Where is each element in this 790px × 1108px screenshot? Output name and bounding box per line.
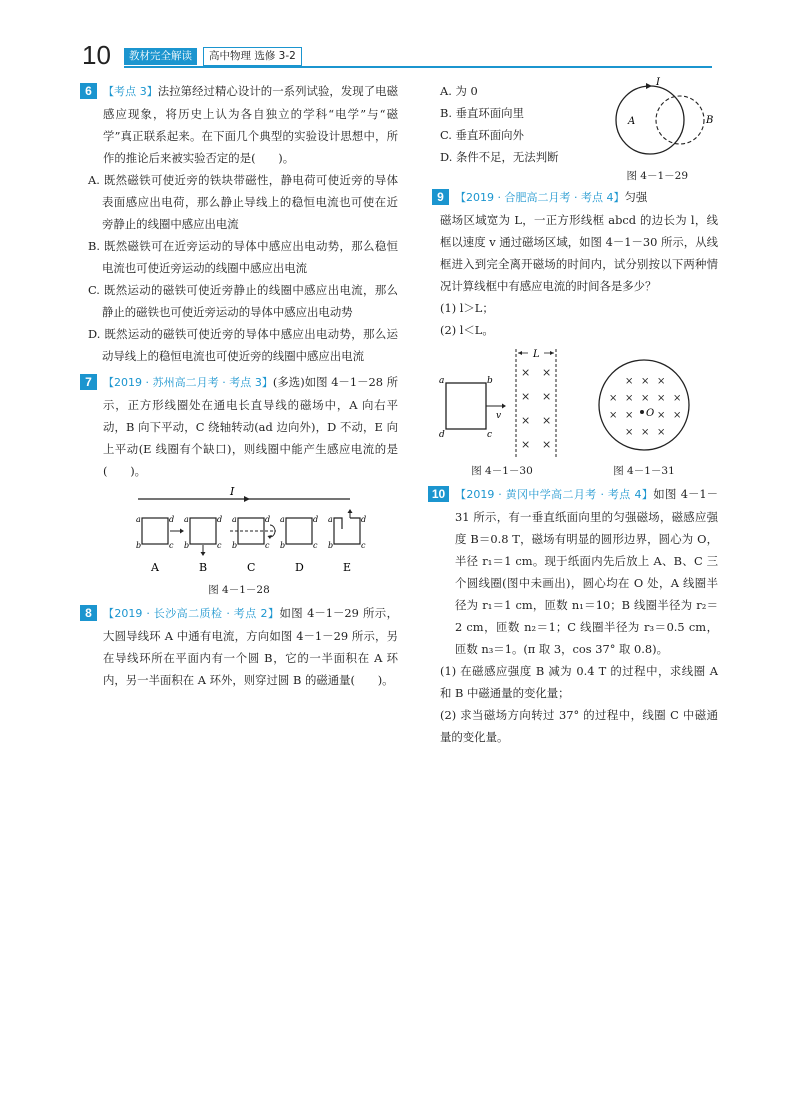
svg-text:×: × bbox=[673, 393, 682, 404]
svg-text:B: B bbox=[706, 115, 714, 126]
svg-text:×: × bbox=[657, 410, 666, 421]
question-stem: (多选)如图 4－1－28 所示，正方形线圈处在通电长直导线的磁场中，A 向右平动，B 向下平动，C 绕轴转动(ad 边向外)，D 不动，E 向上平动(E 线圈有个缺口)，则线圈中能产生感应电流的是( )。 bbox=[103, 375, 398, 478]
part-1: (1) l＞L； bbox=[440, 301, 494, 315]
svg-text:b: b bbox=[280, 541, 286, 550]
svg-text:d: d bbox=[169, 515, 175, 524]
field-crosses bbox=[521, 366, 551, 451]
svg-text:×: × bbox=[542, 390, 552, 403]
width-label: L bbox=[533, 349, 540, 360]
svg-text:c: c bbox=[361, 541, 366, 550]
svg-text:×: × bbox=[542, 414, 552, 427]
figure-caption: 图 4－1－31 bbox=[613, 465, 675, 477]
velocity-label: v bbox=[496, 411, 502, 421]
svg-text:×: × bbox=[625, 427, 634, 438]
loop-label: E bbox=[343, 561, 352, 574]
question-tag: 【2019 · 黄冈中学高二月考 · 考点 4】 bbox=[455, 488, 654, 501]
question-tag: 【2019 · 长沙高二质检 · 考点 2】 bbox=[103, 607, 280, 620]
question-9 bbox=[432, 186, 718, 209]
ring-a bbox=[616, 86, 684, 154]
page-number: 10 bbox=[82, 40, 111, 70]
figure-4-1-31 bbox=[594, 355, 694, 455]
loop-e bbox=[328, 509, 366, 574]
field-crosses bbox=[609, 376, 681, 438]
loop-d bbox=[280, 515, 318, 574]
svg-text:×: × bbox=[625, 376, 634, 387]
book-badge: 教材完全解读 bbox=[124, 48, 197, 65]
option-b: B. 既然磁铁可在近旁运动的导体中感应出电动势，那么稳恒电流也可使近旁运动的线圈中感应出电流 bbox=[88, 239, 398, 275]
question-number: 9 bbox=[432, 189, 449, 205]
option-c: C. 既然运动的磁铁可使近旁静止的线圈中感应出电流，那么静止的磁铁也可使近旁运动的导体中感应出电动势 bbox=[88, 283, 398, 319]
figure-caption: 图 4－1－29 bbox=[626, 170, 688, 182]
svg-text:c: c bbox=[265, 541, 270, 550]
svg-text:d: d bbox=[217, 515, 223, 524]
svg-text:c: c bbox=[217, 541, 222, 550]
svg-text:×: × bbox=[657, 427, 666, 438]
question-8 bbox=[80, 602, 398, 691]
svg-text:d: d bbox=[439, 430, 445, 440]
figure-caption: 图 4－1－28 bbox=[208, 584, 270, 596]
question-7 bbox=[80, 371, 398, 482]
question-10 bbox=[432, 483, 718, 660]
svg-text:a: a bbox=[280, 515, 285, 524]
square-frame bbox=[446, 383, 486, 429]
svg-text:b: b bbox=[136, 541, 142, 550]
svg-text:×: × bbox=[521, 414, 531, 427]
question-stem: 如图 4－1－29 所示，大圆导线环 A 中通有电流，方向如图 4－1－29 所示，另在导线环所在平面内有一个圆 B，它的一半面积在 A 环内，另一半面积在 A 环外，则穿过圆 B 的磁通量( )。 bbox=[103, 606, 399, 687]
svg-text:a: a bbox=[232, 515, 237, 524]
left-column bbox=[80, 80, 398, 691]
loop-label: A bbox=[151, 561, 159, 574]
loop-label: C bbox=[247, 561, 256, 574]
page-header bbox=[82, 40, 712, 70]
svg-text:×: × bbox=[641, 393, 650, 404]
question-number: 10 bbox=[428, 486, 449, 502]
current-arrow bbox=[646, 83, 652, 89]
part-2: (2) l＜L。 bbox=[440, 323, 494, 337]
svg-text:d: d bbox=[361, 515, 367, 524]
loop-label: D bbox=[295, 561, 304, 574]
svg-text:×: × bbox=[542, 438, 552, 451]
svg-text:a: a bbox=[184, 515, 189, 524]
book-subtitle: 高中物理 选修 3-2 bbox=[203, 47, 302, 66]
option-d: D. 既然运动的磁铁可使近旁的导体中感应出电动势，那么运动导线上的稳恒电流也可使近旁的线圈中感应出电流 bbox=[88, 327, 398, 363]
svg-text:c: c bbox=[487, 430, 493, 440]
svg-text:×: × bbox=[542, 366, 552, 379]
svg-text:b: b bbox=[328, 541, 334, 550]
svg-text:×: × bbox=[673, 410, 682, 421]
loop-a bbox=[136, 515, 184, 574]
svg-text:×: × bbox=[657, 376, 666, 387]
svg-text:a: a bbox=[328, 515, 333, 524]
svg-text:×: × bbox=[641, 376, 650, 387]
option-d: D. 条件不足，无法判断 bbox=[440, 150, 559, 164]
svg-text:a: a bbox=[439, 376, 445, 386]
svg-text:×: × bbox=[521, 390, 531, 403]
svg-text:a: a bbox=[136, 515, 141, 524]
svg-text:×: × bbox=[521, 438, 531, 451]
svg-text:b: b bbox=[487, 376, 493, 386]
question-number: 7 bbox=[80, 374, 97, 390]
question-number: 6 bbox=[80, 83, 97, 99]
svg-text:d: d bbox=[265, 515, 271, 524]
question-tag: 【考点 3】 bbox=[103, 85, 158, 98]
figure-4-1-30 bbox=[432, 349, 572, 467]
center-dot bbox=[640, 410, 644, 414]
figure-row bbox=[432, 349, 718, 481]
right-column bbox=[431, 77, 719, 748]
question-tag: 【2019 · 苏州高二月考 · 考点 3】 bbox=[103, 376, 273, 389]
loop-b bbox=[184, 515, 222, 574]
q8-options-block bbox=[432, 77, 718, 168]
question-stem: 法拉第经过精心设计的一系列试验，发现了电磁感应现象，将历史上认为各自独立的学科“电学”与“磁学”真正联系起来。在下面几个典型的实验设计思想中，所作的推论后来被实验否定的是( )。 bbox=[103, 84, 398, 165]
current-arrow bbox=[244, 496, 250, 502]
svg-text:×: × bbox=[609, 410, 618, 421]
option-a: A. 既然磁铁可使近旁的铁块带磁性，静电荷可使近旁的导体表面感应出电荷，那么静止导线上的稳恒电流也可使在近旁静止的线圈中感应出电流 bbox=[88, 173, 398, 231]
option-a: A. 为 0 bbox=[440, 84, 478, 98]
svg-text:A: A bbox=[628, 116, 636, 127]
question-number: 8 bbox=[80, 605, 97, 621]
current-label: I bbox=[230, 485, 235, 498]
svg-text:b: b bbox=[232, 541, 238, 550]
option-b: B. 垂直环面向里 bbox=[440, 106, 524, 120]
question-6 bbox=[80, 80, 398, 169]
svg-text:×: × bbox=[641, 427, 650, 438]
option-c: C. 垂直环面向外 bbox=[440, 128, 524, 142]
loop-c bbox=[230, 515, 276, 574]
svg-text:×: × bbox=[657, 393, 666, 404]
figure-caption: 图 4－1－30 bbox=[471, 465, 533, 477]
svg-text:c: c bbox=[313, 541, 318, 550]
svg-text:I: I bbox=[656, 77, 660, 88]
svg-text:×: × bbox=[625, 410, 634, 421]
svg-text:d: d bbox=[313, 515, 319, 524]
question-stem-head: 匀强 bbox=[624, 190, 648, 204]
question-tag: 【2019 · 合肥高二月考 · 考点 4】 bbox=[455, 191, 625, 204]
center-label: O bbox=[646, 408, 655, 419]
svg-text:×: × bbox=[521, 366, 531, 379]
part-1: (1) 在磁感应强度 B 减为 0.4 T 的过程中，求线圈 A 和 B 中磁通量的变化量； bbox=[440, 664, 718, 700]
loop-label: B bbox=[199, 561, 208, 574]
part-2: (2) 求当磁场方向转过 37° 的过程中，线圈 C 中磁通量的变化量。 bbox=[440, 708, 718, 744]
header-rule bbox=[124, 66, 712, 68]
figure-4-1-28 bbox=[80, 482, 398, 582]
question-stem: 如图 4－1－31 所示，有一垂直纸面向里的匀强磁场，磁感应强度 B＝0.8 T，磁场有明显的圆形边界，圆心为 O，半径 r₁＝1 cm。现于纸面内先后放上 A、B、C 三个圆线圈(图中未画出)，圆心均在 O 处，A 线圈半径为 r₁＝1 cm，匝数 n₁＝10；B 线圈半径为 r₂＝2 cm，匝数 n₂＝1；C 线圈半径为 r₃＝0.5 cm，匝数 n₃＝1。(π 取 3，cos 37° 取 0.8)。 bbox=[455, 487, 719, 656]
svg-text:×: × bbox=[625, 393, 634, 404]
svg-text:×: × bbox=[609, 393, 618, 404]
svg-text:b: b bbox=[184, 541, 190, 550]
svg-text:c: c bbox=[169, 541, 174, 550]
question-stem: 磁场区域宽为 L，一正方形线框 abcd 的边长为 l，线框以速度 v 通过磁场区域，如图 4－1－30 所示，从线框进入到完全离开磁场的时间内，试分别按以下两种情况计算线框中有感应电流的时间各是多少？ bbox=[440, 213, 718, 293]
figure-4-1-29 bbox=[606, 76, 718, 176]
